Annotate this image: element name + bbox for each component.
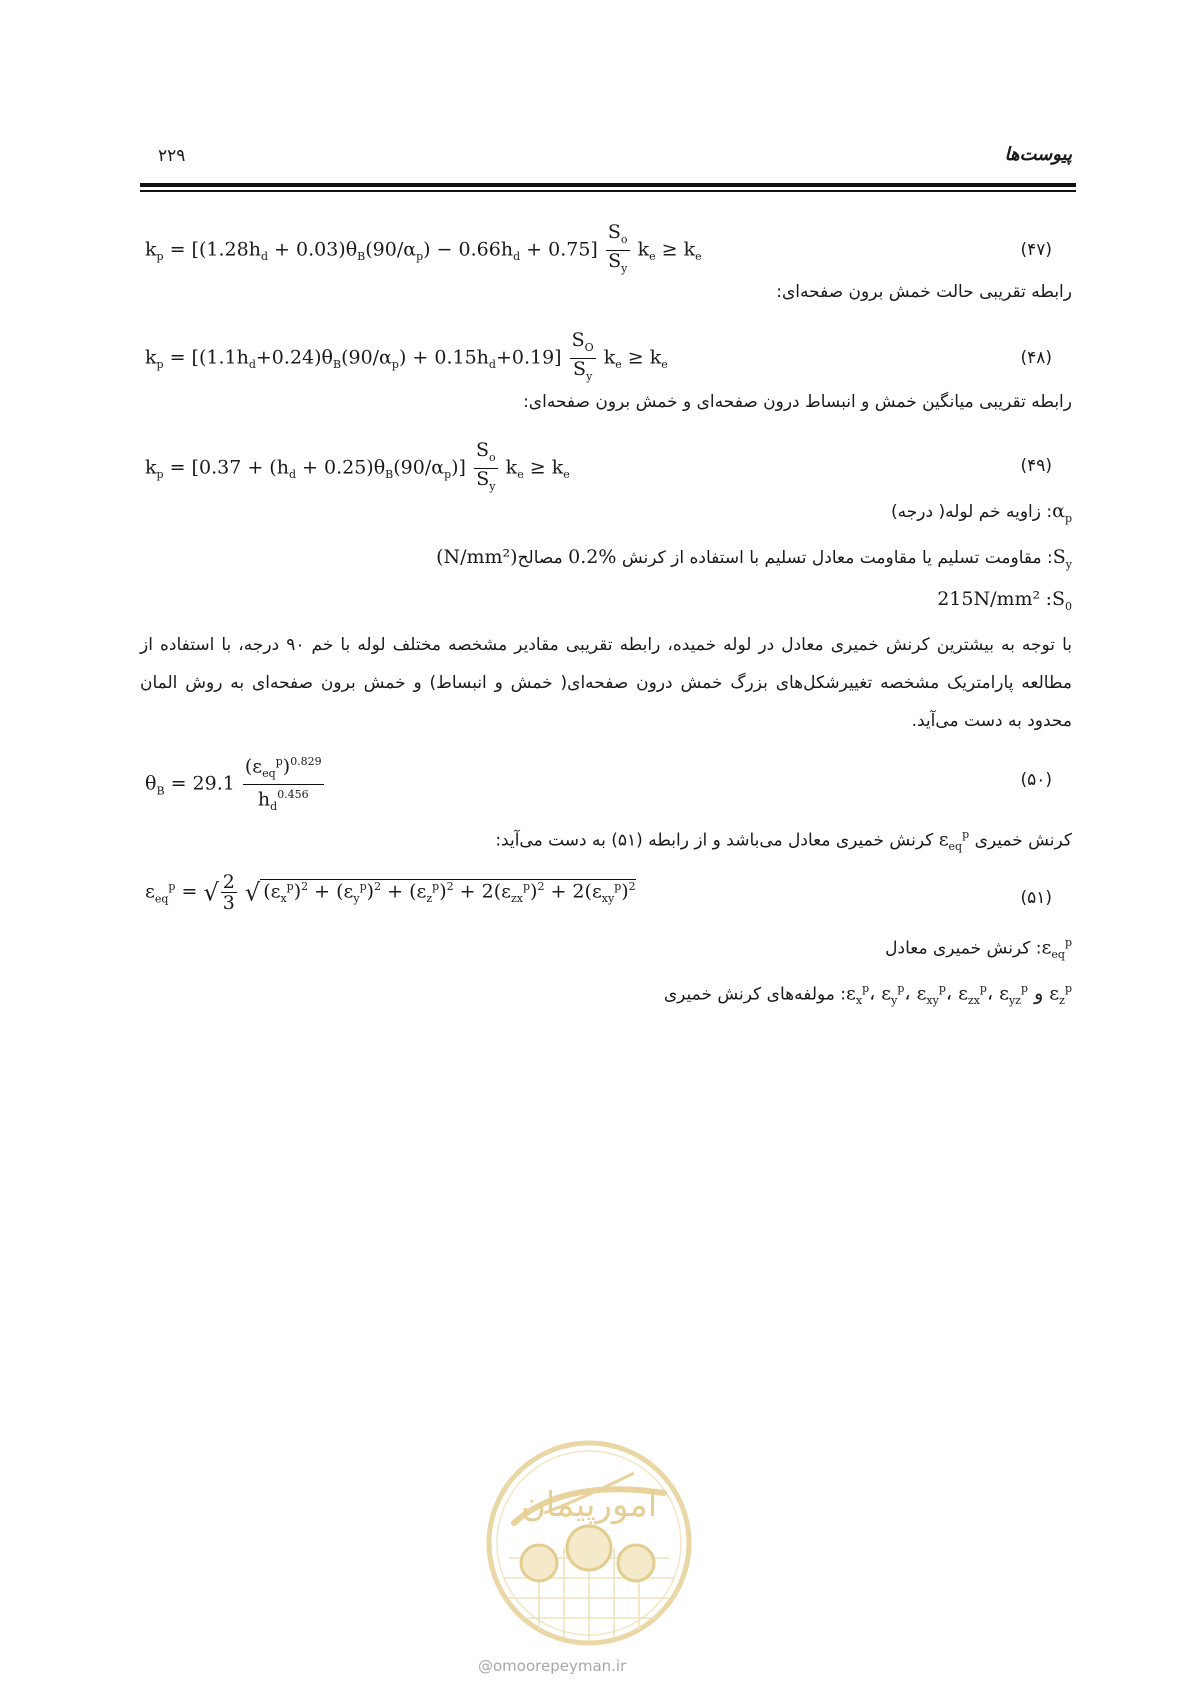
equation-49: $k_p = [0.37 + (h_d + 0.25)\theta_B(90/\alpha_p)]$ $\frac{S_o}{S_y}$ $k_e \ge k_e$ bbox=[145, 439, 570, 493]
equation-48-number: (۴۸) bbox=[1020, 348, 1052, 368]
equation-47: $k_p = [(1.28h_d + 0.03)\theta_B(90/\alpha_p) - 0.66h_d + 0.75]$ $\frac{S_o}{S_y}$ $k_e \ge k_e$ bbox=[145, 221, 702, 275]
equation-51-number: (۵۱) bbox=[1020, 888, 1052, 908]
caption-49: رابطه تقریبی میانگین خمش و انبساط درون صفحه‌ای و خمش برون صفحه‌ای: bbox=[523, 392, 1072, 412]
body-paragraph: با توجه به بیشترین کرنش خمیری معادل در لوله خمیده، رابطه تقریبی مقادیر مشخصه مختلف لوله با خم ۹۰ درجه، با استفاده از مطالعه پارامتریک مشخصه تغییرشکل‌های بزرگ خمش درون صفحه‌ای( خمش و انبساط) و خمش برون صفحه‌ای به روش المان محدود به دست می‌آید. bbox=[140, 635, 1072, 731]
equation-47-number: (۴۷) bbox=[1020, 240, 1052, 260]
watermark-site: @omoorepeyman.ir bbox=[478, 1657, 627, 1675]
caption-48: رابطه تقریبی حالت خمش برون صفحه‌ای: bbox=[776, 282, 1072, 302]
equation-50-number: (۵۰) bbox=[1020, 770, 1052, 790]
watermark-logo-text: امورپیمان bbox=[520, 1485, 658, 1525]
header-rule-thin bbox=[140, 190, 1076, 192]
equation-49-number: (۴۹) bbox=[1020, 456, 1052, 476]
definition-eq: $\varepsilon_{eq}^p$: کرنش خمیری معادل bbox=[885, 936, 1072, 962]
definition-s0: $:S_0$ 215N/mm² bbox=[937, 588, 1072, 613]
watermark-logo bbox=[484, 1438, 694, 1648]
definition-components: $\varepsilon_x^p،$ $\varepsilon_y^p،$ $\varepsilon_{xy}^p،$ $\varepsilon_{zx}^p،$ $\varepsilon_{yz}^p$ و $\varepsilon_z^p$: مولفه‌های کرنش خمیری bbox=[663, 982, 1072, 1008]
equation-51: $\varepsilon_{eq}^p$ = √ $\frac{2}{3}$ √ $(\varepsilon_x^p)^2 + (\varepsilon_y^p)^2 + (\varepsilon_z^p)^2 + 2(\varepsilon_{zx}^p)^2 + 2(\varepsilon_{xy}^p)^2$ bbox=[145, 871, 636, 914]
header-rule bbox=[140, 183, 1076, 187]
page-number: ۲۲۹ bbox=[158, 146, 186, 166]
caption-51: کرنش خمیری $\varepsilon_{eq}^p$ کرنش خمیری معادل می‌باشد و از رابطه (۵۱) به دست می‌آید: bbox=[495, 828, 1072, 854]
definition-alpha: $\alpha_p$: زاویه خم لوله( درجه) bbox=[891, 500, 1072, 525]
definition-sy: $S_y$: مقاومت تسلیم یا مقاومت معادل تسلیم با استفاده از کرنش 0.2% مصالح(N/mm²) bbox=[436, 546, 1072, 571]
chapter-title: پیوست‌ها bbox=[1004, 144, 1072, 165]
equation-48: $k_p = [(1.1h_d+0.24)\theta_B(90/\alpha_p) + 0.15h_d+0.19]$ $\frac{S_O}{S_y}$ $k_e \ge k_e$ bbox=[145, 329, 668, 383]
equation-50: $\theta_B = 29.1$ $\frac{(\varepsilon_{eq}^p)^{0.829}}{h_d^{0.456}}$ bbox=[145, 752, 326, 817]
